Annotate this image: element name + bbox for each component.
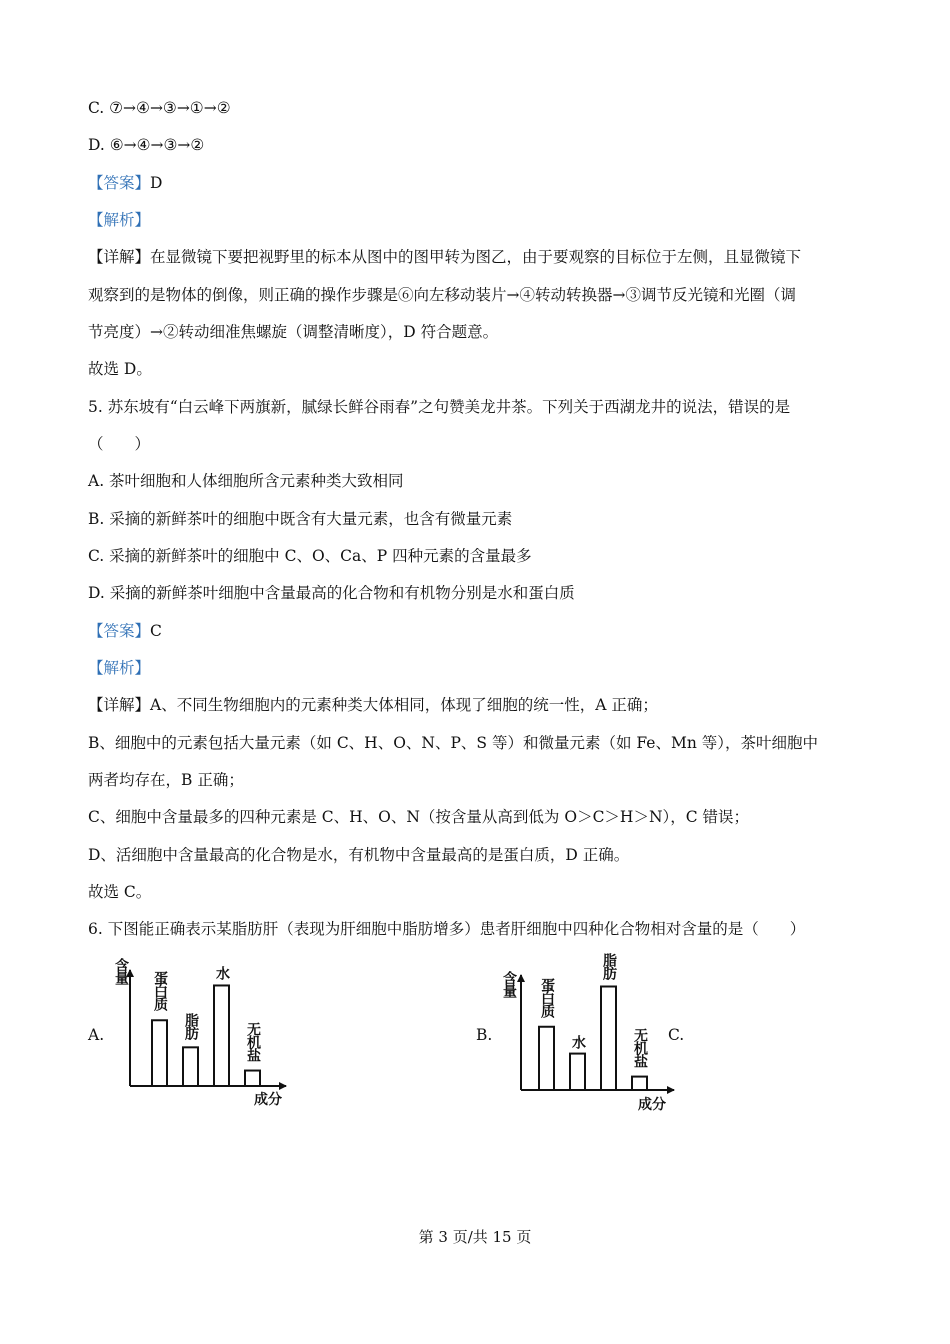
chart-b-bar-label-3: 脂肪 [601,952,617,979]
q5-detail-line-3: 两者均存在，B 正确； [88,771,244,789]
q5-analysis-tag: 【解析】 [88,659,151,677]
q4-conclusion: 故选 D。 [88,360,152,378]
q5-option-a: A. 茶叶细胞和人体细胞所含元素种类大致相同 [88,472,404,490]
chart-a-bar-label-2: 脂肪 [183,1013,199,1040]
chart-b-bar-1 [539,1027,554,1090]
answer-tag: 【答案】 [88,622,151,640]
q5-stem-line-1: 5. 苏东坡有“白云峰下两旗新，腻绿长鲜谷雨春”之句赞美龙井茶。下列关于西湖龙井的说法，错误的是 [88,398,791,416]
q5-option-d: D. 采摘的新鲜茶叶细胞中含量最高的化合物和有机物分别是水和蛋白质 [88,584,575,602]
answer-value: D [150,174,163,192]
answer-value: C [150,622,162,640]
chart-b-bar-label-1: 蛋白质 [539,977,555,1017]
q5-option-b: B. 采摘的新鲜茶叶的细胞中既含有大量元素，也含有微量元素 [88,510,513,528]
q5-answer [88,621,162,641]
detail-tag: 【详解】 [88,248,151,266]
chart-a-bar-1 [152,1020,167,1086]
answer-tag: 【答案】 [88,174,151,192]
q4-detail-line-2: 观察到的是物体的倒像，则正确的操作步骤是⑥向左移动装片→④转动转换器→③调节反光镜和光圈（调 [88,286,796,304]
q5-detail-line-2: B、细胞中的元素包括大量元素（如 C、H、O、N、P、S 等）和微量元素（如 Fe、Mn 等），茶叶细胞中 [88,734,818,752]
q6-option-c-label: C. [668,1026,685,1044]
q5-stem-line-2: （ ） [88,435,151,453]
q4-analysis-tag: 【解析】 [88,211,151,229]
q5-option-c: C. 采摘的新鲜茶叶的细胞中 C、O、Ca、P 四种元素的含量最多 [88,547,532,565]
page-footer: 第 3 页/共 15 页 [418,1228,532,1246]
chart-b-bar-4 [632,1077,647,1090]
chart-b-xlabel: 成分 [638,1097,666,1113]
chart-a-ylabel: 含量 [113,958,129,984]
chart-a-svg [108,955,298,1110]
chart-a-bar-label-3: 水 [214,966,230,980]
q4-detail-line-1: 【详解】在显微镜下要把视野里的标本从图中的图甲转为图乙，由于要观察的目标位于左侧，且显微镜下 [88,248,802,266]
chart-a-bar-4 [245,1071,260,1086]
q6-stem: 6. 下图能正确表示某脂肪肝（表现为肝细胞中脂肪增多）患者肝细胞中四种化合物相对含量的是（ ） [88,920,806,938]
q5-detail-line-5: D、活细胞中含量最高的化合物是水，有机物中含量最高的是蛋白质，D 正确。 [88,846,630,864]
chart-b-bar-2 [570,1054,585,1090]
chart-a-bar-2 [183,1047,198,1086]
detail-tag: 【详解】 [88,696,151,714]
q4-detail-line-3: 节亮度）→②转动细准焦螺旋（调整清晰度），D 符合题意。 [88,323,499,341]
chart-option-a [108,955,298,1110]
chart-a-bar-3 [214,985,229,1086]
q4-option-d: D. ⑥→④→③→② [88,136,205,154]
chart-a-xlabel: 成分 [254,1092,282,1108]
q5-detail-line-1: 【详解】A、不同生物细胞内的元素种类大体相同，体现了细胞的统一性，A 正确； [88,696,658,714]
chart-b-ylabel: 含量 [501,971,517,997]
chart-b-bar-3 [601,987,616,1091]
q4-answer [88,173,162,193]
q6-option-b-label: B. [476,1026,493,1044]
chart-b-bar-label-4: 无机盐 [632,1027,648,1067]
q6-option-a-label: A. [88,1026,105,1044]
q5-conclusion: 故选 C。 [88,883,152,901]
chart-a-bar-label-1: 蛋白质 [152,971,168,1011]
chart-a-bar-label-4: 无机盐 [245,1021,261,1061]
q5-detail-line-4: C、细胞中含量最多的四种元素是 C、H、O、N（按含量从高到低为 O＞C＞H＞N），C 错误； [88,808,750,826]
chart-option-b [496,952,686,1115]
chart-b-svg [496,952,686,1115]
q4-option-c: C. ⑦→④→③→①→② [88,99,231,117]
chart-b-bar-label-2: 水 [570,1034,586,1048]
